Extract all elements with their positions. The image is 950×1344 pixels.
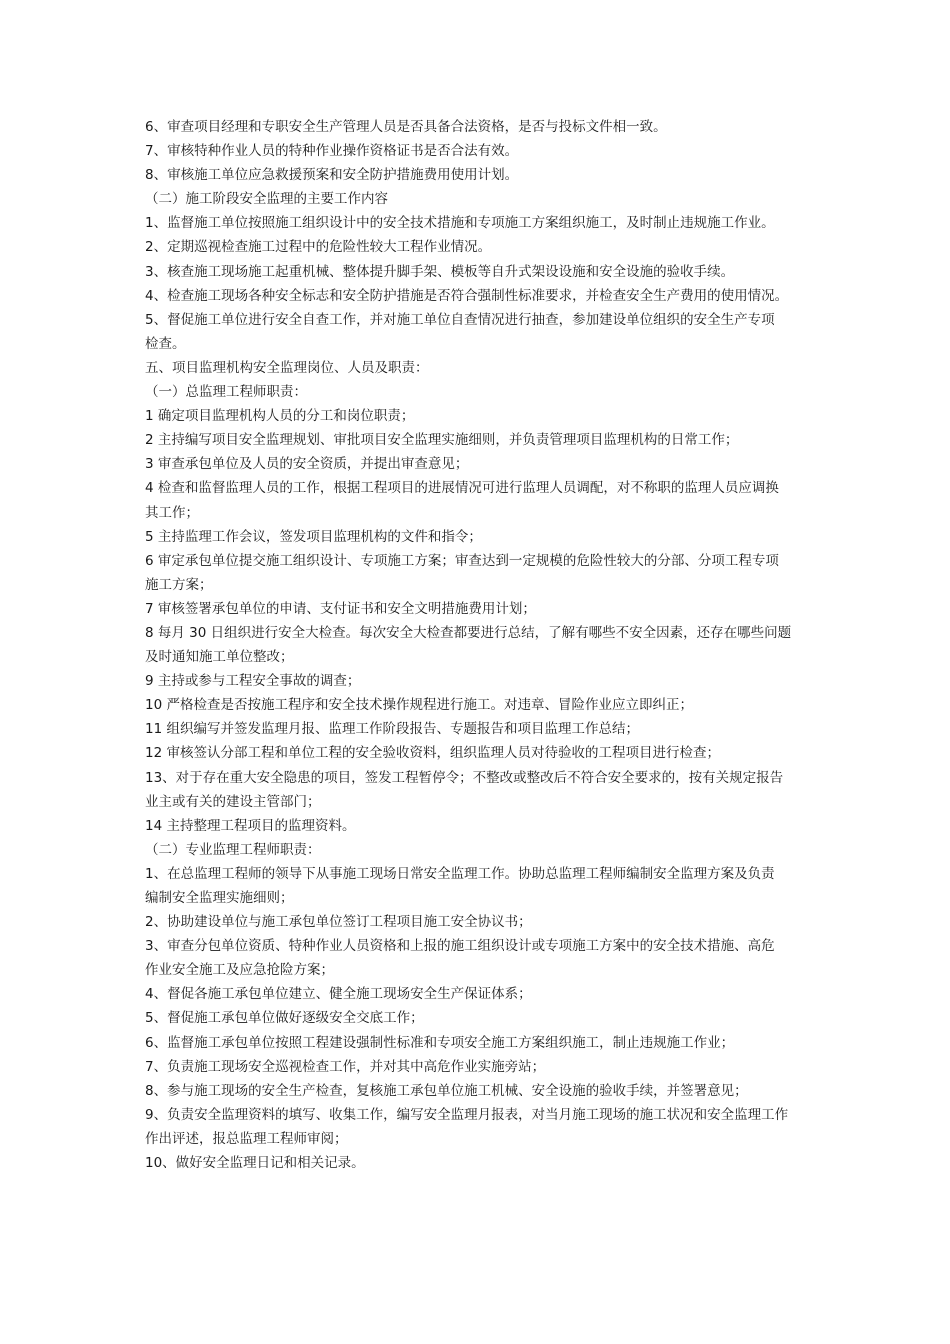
text-line: 及时通知施工单位整改； bbox=[145, 649, 294, 666]
text-line: 10、做好安全监理日记和相关记录。 bbox=[145, 1155, 365, 1172]
text-line: 1、监督施工单位按照施工组织设计中的安全技术措施和专项施工方案组织施工，及时制止违规施工作业。 bbox=[145, 215, 775, 232]
text-line: 3、核查施工现场施工起重机械、整体提升脚手架、模板等自升式架设设施和安全设施的验收手续。 bbox=[145, 263, 735, 280]
text-line: 8 每月 30 日组织进行安全大检查。每次安全大检查都要进行总结，了解有哪些不安全因素，还存在哪些问题 bbox=[145, 624, 792, 641]
section-heading: 五、项目监理机构安全监理岗位、人员及职责： bbox=[145, 359, 429, 376]
text-line: 5、督促施工承包单位做好逐级安全交底工作； bbox=[145, 1010, 424, 1027]
text-line: 5、督促施工单位进行安全自查工作，并对施工单位自查情况进行抽查，参加建设单位组织的安全生产专项 bbox=[145, 311, 775, 328]
text-line: 3、审查分包单位资质、特种作业人员资格和上报的施工组织设计或专项施工方案中的安全技术措施、高危 bbox=[145, 938, 775, 955]
text-line: 11 组织编写并签发监理月报、监理工作阶段报告、专题报告和项目监理工作总结； bbox=[145, 721, 639, 738]
text-line: 编制安全监理实施细则； bbox=[145, 890, 294, 906]
section-heading: （一）总监理工程师职责： bbox=[145, 384, 307, 401]
text-line: 6 审定承包单位提交施工组织设计、专项施工方案；审查达到一定规模的危险性较大的分部、分项工程专项 bbox=[145, 552, 779, 569]
text-line: 14 主持整理工程项目的监理资料。 bbox=[145, 817, 356, 834]
document-body bbox=[145, 115, 825, 1175]
text-line: 2、定期巡视检查施工过程中的危险性较大工程作业情况。 bbox=[145, 239, 492, 256]
text-line: 8、参与施工现场的安全生产检查，复核施工承包单位施工机械、安全设施的验收手续，并签署意见； bbox=[145, 1082, 748, 1099]
text-line: 施工方案； bbox=[145, 576, 213, 593]
text-line: 3 审查承包单位及人员的安全资质，并提出审查意见； bbox=[145, 456, 469, 473]
text-line: 2、协助建设单位与施工承包单位签订工程项目施工安全协议书； bbox=[145, 914, 532, 931]
text-line: 1 确定项目监理机构人员的分工和岗位职责； bbox=[145, 408, 415, 425]
text-line: 10 严格检查是否按施工程序和安全技术操作规程进行施工。对违章、冒险作业应立即纠正； bbox=[145, 697, 693, 714]
text-line: 9 主持或参与工程安全事故的调查； bbox=[145, 673, 361, 690]
text-line: 检查。 bbox=[145, 335, 186, 352]
text-line: 1、在总监理工程师的领导下从事施工现场日常安全监理工作。协助总监理工程师编制安全监理方案及负责 bbox=[145, 865, 775, 882]
text-line: 7、负责施工现场安全巡视检查工作，并对其中高危作业实施旁站； bbox=[145, 1058, 546, 1075]
text-line: 4、检查施工现场各种安全标志和安全防护措施是否符合强制性标准要求，并检查安全生产费用的使用情况。 bbox=[145, 287, 789, 304]
text-line: 12 审核签认分部工程和单位工程的安全验收资料，组织监理人员对待验收的工程项目进行检查； bbox=[145, 745, 720, 762]
text-line: 2 主持编写项目安全监理规划、审批项目安全监理实施细则，并负责管理项目监理机构的日常工作； bbox=[145, 432, 739, 449]
text-line: 作业安全施工及应急抢险方案； bbox=[145, 962, 334, 979]
text-line: 4 检查和监督监理人员的工作，根据工程项目的进展情况可进行监理人员调配，对不称职的监理人员应调换 bbox=[145, 480, 779, 497]
text-line: 4、督促各施工承包单位建立、健全施工现场安全生产保证体系； bbox=[145, 986, 532, 1003]
text-line: 9、负责安全监理资料的填写、收集工作，编写安全监理月报表，对当月施工现场的施工状况和安全监理工作 bbox=[145, 1106, 789, 1123]
text-line: 5 主持监理工作会议，签发项目监理机构的文件和指令； bbox=[145, 528, 482, 545]
text-line: 8、审核施工单位应急救援预案和安全防护措施费用使用计划。 bbox=[145, 167, 519, 184]
text-line: 7、审核特种作业人员的特种作业操作资格证书是否合法有效。 bbox=[145, 143, 519, 160]
text-line: 业主或有关的建设主管部门； bbox=[145, 793, 321, 810]
section-heading: （二）专业监理工程师职责： bbox=[145, 841, 321, 858]
text-line: 7 审核签署承包单位的申请、支付证书和安全文明措施费用计划； bbox=[145, 600, 536, 617]
text-line: 其工作； bbox=[145, 504, 199, 521]
text-line: 6、监督施工承包单位按照工程建设强制性标准和专项安全施工方案组织施工，制止违规施工作业； bbox=[145, 1034, 735, 1051]
text-line: 作出评述，报总监理工程师审阅； bbox=[145, 1130, 348, 1147]
text-line: 13、对于存在重大安全隐患的项目，签发工程暂停令；不整改或整改后不符合安全要求的，按有关规定报告 bbox=[145, 769, 784, 786]
section-heading: （二）施工阶段安全监理的主要工作内容 bbox=[145, 191, 388, 208]
text-line: 6、审查项目经理和专职安全生产管理人员是否具备合法资格，是否与投标文件相一致。 bbox=[145, 119, 667, 135]
